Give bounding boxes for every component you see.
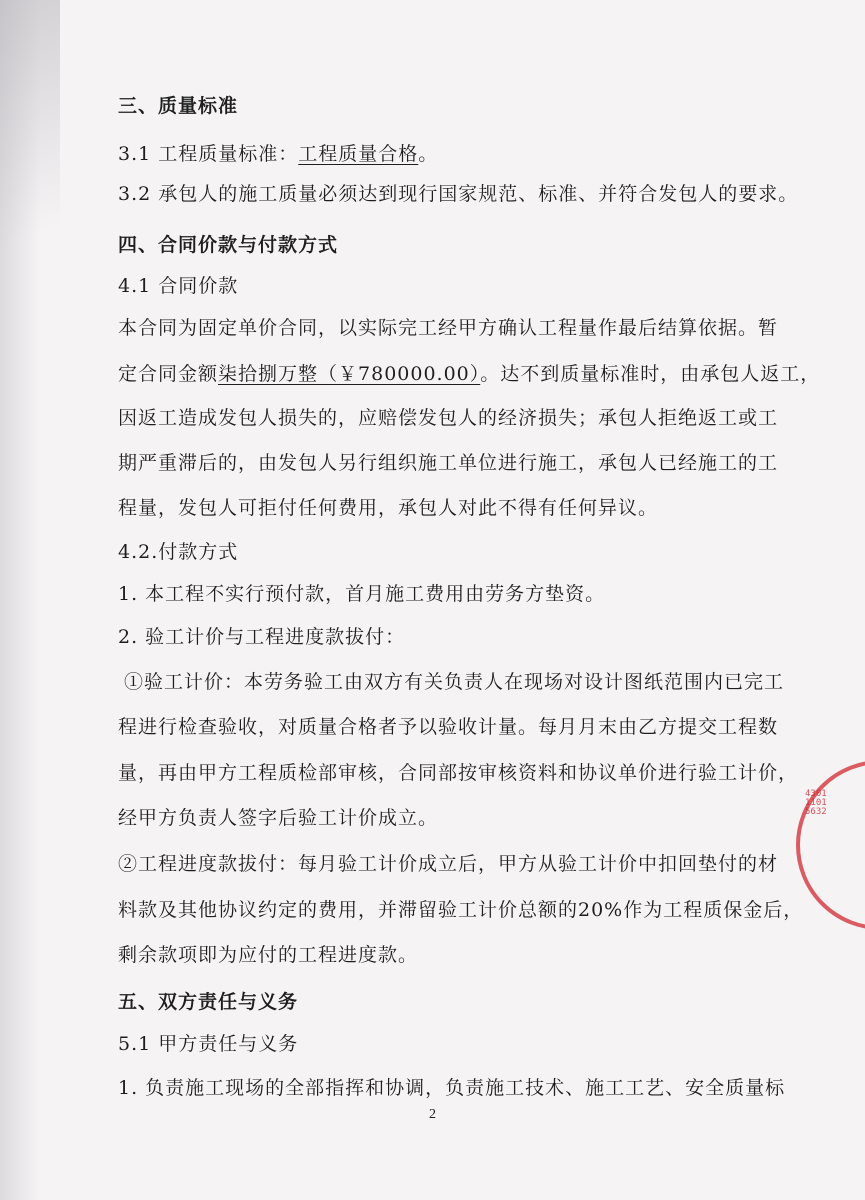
- seal-digits: 430111015632: [805, 789, 827, 817]
- body-line: 定合同金额柒拾捌万整（￥780000.00）。达不到质量标准时，由承包人返工，: [118, 363, 821, 385]
- body-line: 本合同为固定单价合同，以实际完工经甲方确认工程量作最后结算依据。暂: [118, 317, 779, 339]
- body-line: 料款及其他协议约定的费用，并滞留验工计价总额的20%作为工程质保金后，: [118, 899, 804, 921]
- body-line: 1. 负责施工现场的全部指挥和协调，负责施工技术、施工工艺、安全质量标: [118, 1077, 786, 1099]
- page-fold: [0, 0, 60, 330]
- body-line: 量，再由甲方工程质检部审核，合同部按审核资料和协议单价进行验工计价，: [118, 762, 799, 784]
- body-line: 4.2.付款方式: [118, 541, 239, 563]
- body-line: 1. 本工程不实行预付款，首月施工费用由劳务方垫资。: [118, 583, 606, 605]
- section-heading: 三、质量标准: [118, 95, 239, 117]
- section-heading: 五、双方责任与义务: [118, 991, 299, 1013]
- body-line: ②工程进度款拔付：每月验工计价成立后，甲方从验工计价中扣回垫付的材: [118, 853, 779, 875]
- body-line: 剩余款项即为应付的工程进度款。: [118, 944, 419, 966]
- body-line: 3.1 工程质量标准：工程质量合格。: [118, 143, 439, 165]
- section-heading: 四、合同价款与付款方式: [118, 234, 339, 256]
- page-number: 2: [429, 1107, 436, 1122]
- body-line: 经甲方负责人签字后验工计价成立。: [118, 807, 439, 829]
- body-line: 5.1 甲方责任与义务: [118, 1033, 299, 1055]
- body-line: 4.1 合同价款: [118, 275, 239, 297]
- body-line: 期严重滞后的，由发包人另行组织施工单位进行施工，承包人已经施工的工: [118, 452, 779, 474]
- body-line: ①验工计价：本劳务验工由双方有关负责人在现场对设计图纸范围内已完工: [124, 671, 785, 693]
- body-line: 程量，发包人可拒付任何费用，承包人对此不得有任何异议。: [118, 497, 659, 519]
- body-line: 因返工造成发包人损失的，应赔偿发包人的经济损失；承包人拒绝返工或工: [118, 407, 779, 429]
- body-line: 程进行检查验收，对质量合格者予以验收计量。每月月末由乙方提交工程数: [118, 716, 779, 738]
- company-seal: [796, 760, 865, 930]
- body-line: 2. 验工计价与工程进度款拔付：: [118, 626, 406, 648]
- body-line: 3.2 承包人的施工质量必须达到现行国家规范、标准、并符合发包人的要求。: [118, 183, 799, 205]
